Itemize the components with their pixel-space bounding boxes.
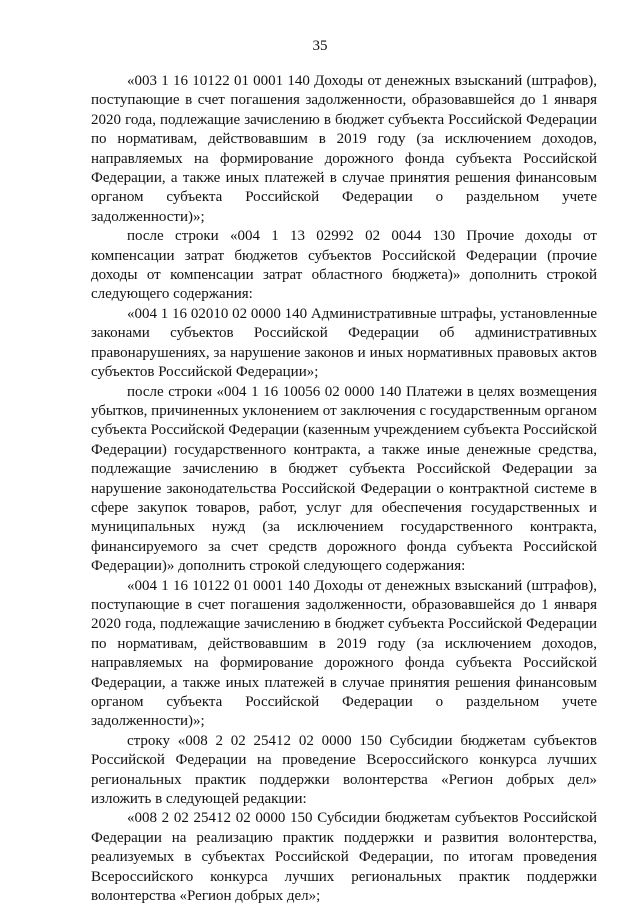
paragraph-3: «004 1 16 02010 02 0000 140 Административные штрафы, установленные законами субъектов Российской Федерации об административных правонарушениях, за нарушение законов и иных нормативных правовых актов субъектов Российской Федерации»; — [91, 305, 597, 381]
paragraph-2: после строки «004 1 13 02992 02 0044 130 Прочие доходы от компенсации затрат бюджетов субъектов Российской Федерации (прочие доходы от компенсации затрат областного бюджета)» дополнить строкой следующего содержания: — [91, 228, 597, 303]
paragraph-1: «003 1 16 10122 01 0001 140 Доходы от денежных взысканий (штрафов), поступающие в счет погашения задолженности, образовавшейся до 1 января 2020 года, подлежащие зачислению в бюджет субъекта Российской Федерации по нормативам, действовавшим в 2019 году (за исключением доходов, направляемых на формирование дорожного фонда субъекта Российской Федерации, а также иных платежей в случае принятия решения финансовым органом субъекта Российской Федерации о раздельном учете задолженности)»; — [91, 73, 597, 225]
paragraph-6: строку «008 2 02 25412 02 0000 150 Субсидии бюджетам субъектов Российской Федерации на проведение Всероссийского конкурса лучших региональных практик поддержки волонтерства «Регион добрых дел» изложить в следующей редакции: — [91, 732, 597, 808]
paragraph-5: «004 1 16 10122 01 0001 140 Доходы от денежных взысканий (штрафов), поступающие в счет погашения задолженности, образовавшейся до 1 января 2020 года, подлежащие зачислению в бюджет субъекта Российской Федерации по нормативам, действовавшим в 2019 году (за исключением доходов, направляемых на формирование дорожного фонда субъекта Российской Федерации, а также иных платежей в случае принятия решения финансовым органом субъекта Российской Федерации о раздельном учете задолженности)»; — [91, 577, 597, 730]
document-body — [91, 72, 597, 906]
page-number: 35 — [312, 38, 328, 54]
paragraph-7: «008 2 02 25412 02 0000 150 Субсидии бюджетам субъектов Российской Федерации на реализацию практик поддержки и развития волонтерства, реализуемых в субъектах Российской Федерации, по итогам проведения Всероссийского конкурса лучших региональных практик поддержки волонтерства «Регион добрых дел»; — [91, 810, 597, 905]
paragraph-4: после строки «004 1 16 10056 02 0000 140 Платежи в целях возмещения убытков, причиненных уклонением от заключения с государственным органом субъекта Российской Федерации (казенным учреждением субъекта Российской Федерации) государственного контракта, а также иные денежные средства, подлежащие зачислению в бюджет субъекта Российской Федерации за нарушение законодательства Российской Федерации о контрактной системе в сфере закупок товаров, работ, услуг для обеспечения государственных и муниципальных нужд (за исключением государственного контракта, финансируемого за счет средств дорожного фонда субъекта Российской Федерации)» дополнить строкой следующего содержания: — [91, 383, 598, 575]
